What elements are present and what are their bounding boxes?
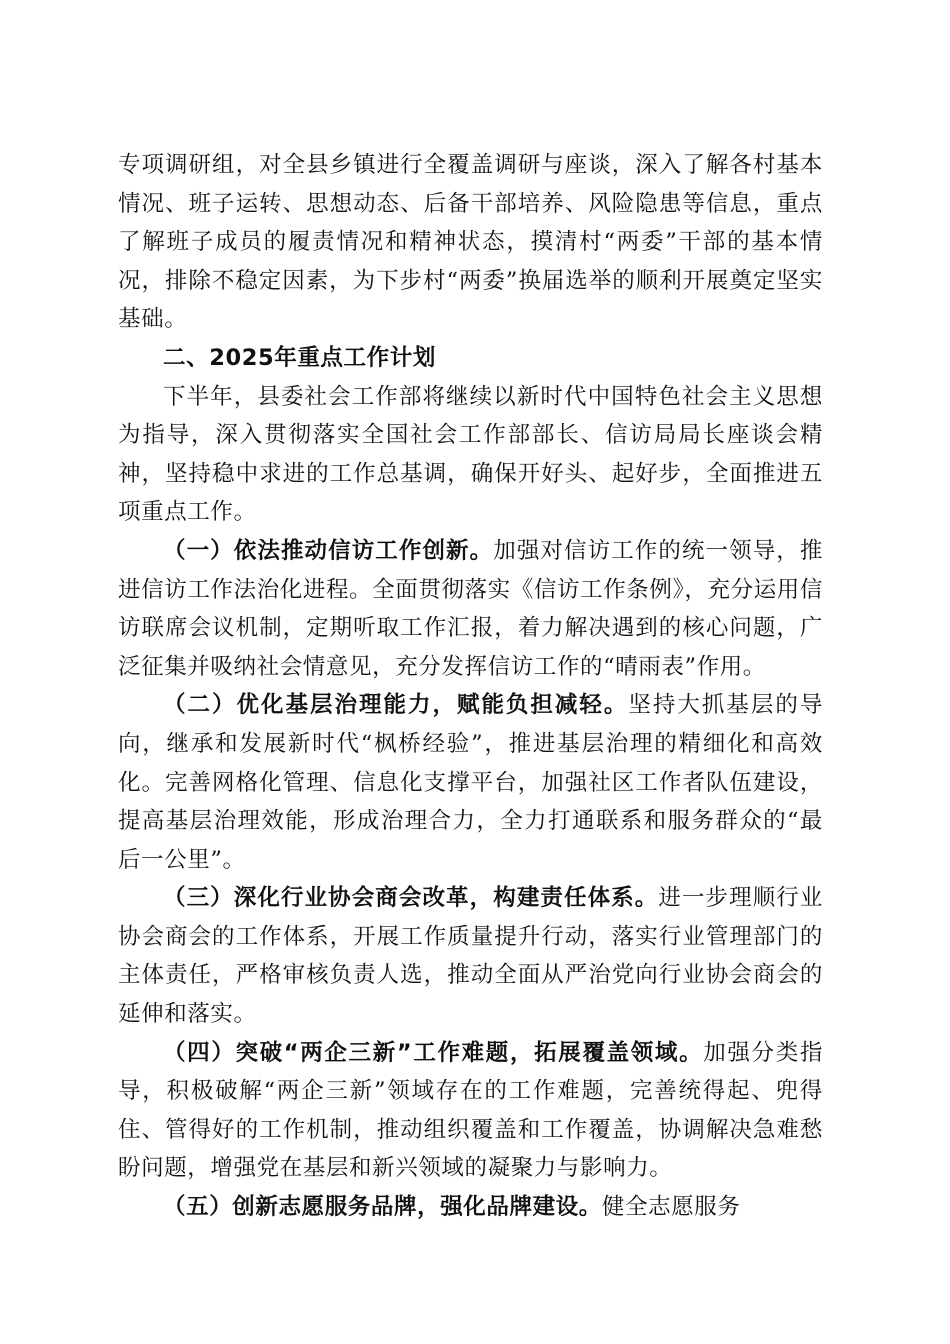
work-item-2-body: 坚持大抓基层的导向，继承和发展新时代“枫桥经验”，推进基层治理的精细化和高效化。完善网格化管理、信息化支撑平台，加强社区工作者队伍建设，提高基层治理效能，形成治理合力，全力打通联系和服务群众的“最后一公里”。 [118,692,823,873]
work-item-4 [118,1034,823,1188]
intro-paragraph: 下半年，县委社会工作部将继续以新时代中国特色社会主义思想为指导，深入贯彻落实全国社会工作部部长、信访局局长座谈会精神，坚持稳中求进的工作总基调，确保开好头、起好步，全面推进五项重点工作。 [118,383,823,526]
work-item-1-lead: （一）依法推动信访工作创新。 [163,537,494,564]
work-item-1 [118,532,823,686]
work-item-3-body: 进一步理顺行业协会商会的工作体系，开展工作质量提升行动，落实行业管理部门的主体责任，严格审核负责人选，推动全面从严治党向行业协会商会的延伸和落实。 [118,885,823,1028]
section-heading: 二、2025年重点工作计划 [163,344,436,371]
work-item-3-lead: （三）深化行业协会商会改革，构建责任体系。 [163,885,659,912]
work-item-3 [118,879,823,1033]
continued-paragraph: 专项调研组，对全县乡镇进行全覆盖调研与座谈，深入了解各村基本情况、班子运转、思想动态、后备干部培养、风险隐患等信息，重点了解班子成员的履责情况和精神状态，摸清村“两委”干部的基本情况，排除不稳定因素，为下步村“两委”换届选举的顺利开展奠定坚实基础。 [118,152,823,333]
document-page [118,146,823,1227]
work-item-5-body: 健全志愿服务 [601,1194,741,1221]
work-item-4-body: 加强分类指导，积极破解“两企三新”领域存在的工作难题，完善统得起、兜得住、管得好的工作机制，推动组织覆盖和工作覆盖，协调解决急难愁盼问题，增强党在基层和新兴领域的凝聚力与影响力。 [118,1039,823,1182]
work-item-1-body: 加强对信访工作的统一领导，推进信访工作法治化进程。全面贯彻落实《信访工作条例》，充分运用信访联席会议机制，定期听取工作汇报，着力解决遇到的核心问题，广泛征集并吸纳社会情意见，充分发挥信访工作的“晴雨表”作用。 [118,537,824,680]
work-item-5-lead: （五）创新志愿服务品牌，强化品牌建设。 [163,1194,602,1221]
work-item-5 [118,1188,823,1227]
work-item-4-lead: （四）突破“两企三新”工作难题，拓展覆盖领域。 [163,1039,704,1066]
work-item-2-lead: （二）优化基层治理能力，赋能负担减轻。 [163,692,629,719]
work-item-2 [118,686,823,879]
